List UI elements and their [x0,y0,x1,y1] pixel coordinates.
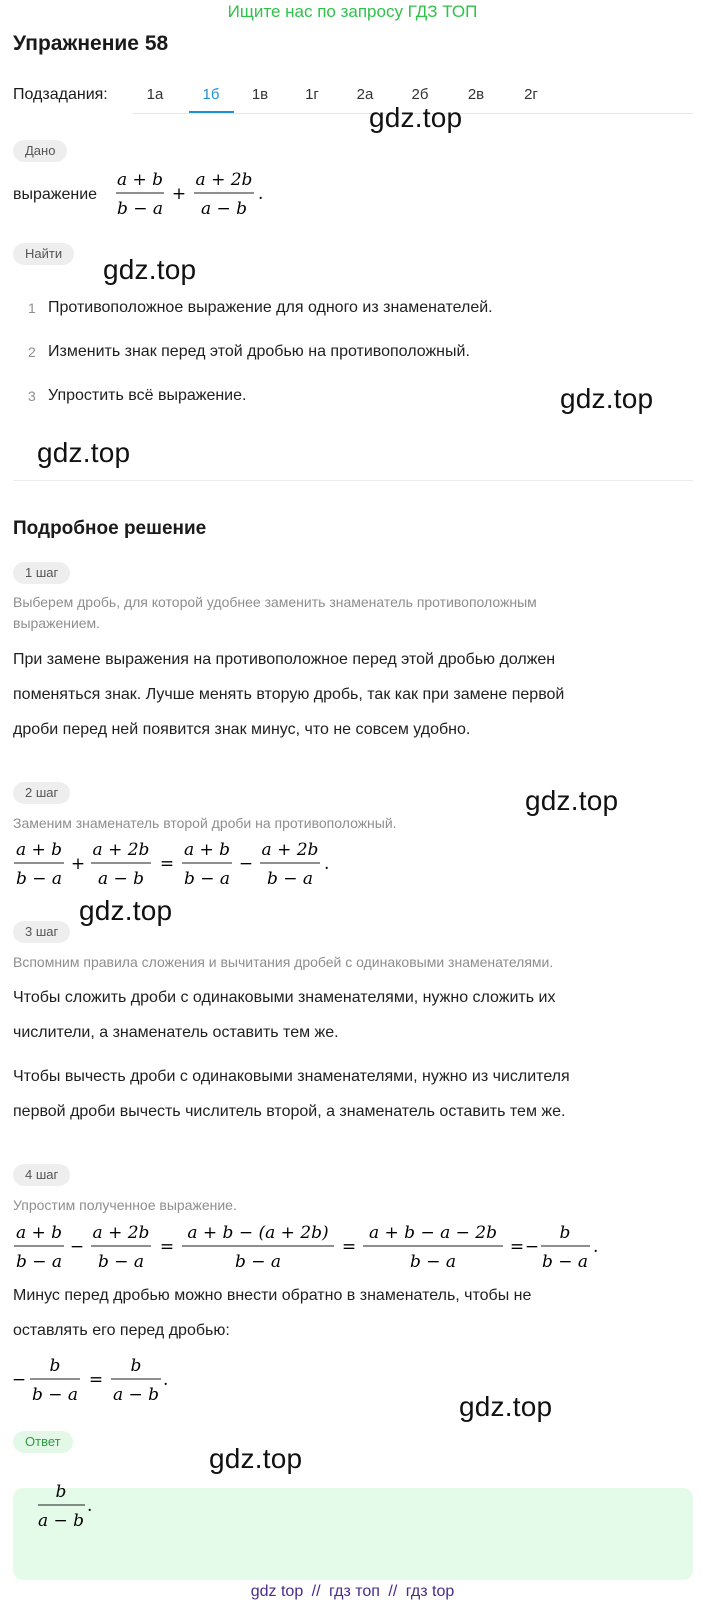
active-tab-indicator [189,111,234,113]
math-term: a + 2b [92,1223,150,1243]
period: . [593,1237,599,1257]
step-paragraph-line: Минус перед дробью можно внести обратно в знаменатель, чтобы не [13,1287,532,1304]
tab-1a[interactable]: 1а [146,86,164,103]
footer-separator: // [311,1583,321,1600]
tab-2a[interactable]: 2а [356,86,374,103]
watermark: gdz.top [525,785,619,816]
frac1-num: a + b [116,170,164,190]
watermark: gdz.top [103,254,197,285]
math-operator: − [11,1370,27,1390]
watermark: gdz.top [560,383,654,414]
step-paragraph-line: дроби перед ней появится знак минус, что не совсем удобно. [13,721,471,738]
step-hint: Заменим знаменатель второй дроби на противоположный. [13,815,397,831]
math-term: b − a [266,869,314,889]
solution-heading: Подробное решение [13,518,207,539]
watermark: gdz.top [37,437,131,468]
step-badge: 1 шаг [13,562,70,584]
section-divider [13,480,693,481]
find-item-text: Изменить знак перед этой дробью на противоположный. [48,343,470,360]
step-hint: Упростим полученное выражение. [13,1197,237,1213]
answer-expression [32,1476,112,1536]
promo-banner: Ищите нас по запросу ГДЗ ТОП [227,2,478,21]
step-badge: 2 шаг [13,782,70,804]
tab-2b[interactable]: 2б [411,86,429,103]
frac1-den: b − a [116,199,164,219]
footer-separator: // [388,1583,398,1600]
given-prefix: выражение [13,186,98,203]
math-term: a + b [15,840,63,860]
step-paragraph-line: Чтобы сложить дроби с одинаковыми знаменателями, нужно сложить их [13,989,556,1006]
footer-links [0,1583,705,1601]
math-term: b − a [97,1252,145,1272]
given-expression [112,164,272,224]
math-term: b − a [409,1252,457,1272]
math-term: b − a [541,1252,589,1272]
find-badge: Найти [13,243,74,265]
watermark: gdz.top [369,102,463,133]
step4-final-equation [8,1350,178,1410]
find-item-num: 1 [28,300,36,316]
find-item-text: Противоположное выражение для одного из знаменателей. [48,299,493,316]
step-hint: Выберем дробь, для которой удобнее заменить знаменатель противоположным [13,594,537,610]
subtasks-label: Подзадания: [13,86,108,103]
tab-1g[interactable]: 1г [305,86,319,103]
find-item-num: 2 [28,344,36,360]
plus-sign: + [171,184,187,204]
math-term: b − a [31,1385,79,1405]
math-term: a + b [183,840,231,860]
math-term: b − a [234,1252,282,1272]
math-operator: − [524,1237,540,1257]
math-term: b [55,1482,67,1502]
math-operator: = [509,1237,525,1257]
step-badge: 4 шаг [13,1164,70,1186]
tab-2g[interactable]: 2г [524,86,538,103]
footer-link[interactable]: гдз топ [329,1583,380,1600]
math-term: a − b [37,1511,85,1531]
math-term: b − a [15,869,63,889]
find-item-num: 3 [28,388,36,404]
period: . [324,854,330,874]
math-term: a − b [112,1385,160,1405]
math-operator: = [341,1237,357,1257]
given-badge: Дано [13,140,67,162]
step-hint: Вспомним правила сложения и вычитания дробей с одинаковыми знаменателями. [13,954,554,970]
step-paragraph-line: поменяться знак. Лучше менять вторую дробь, так как при замене первой [13,686,565,703]
step-paragraph-line: числители, а знаменатель оставить тем же. [13,1024,339,1041]
math-operator: − [238,854,254,874]
step-paragraph-line: При замене выражения на противоположное перед этой дробью должен [13,651,556,668]
frac2-num: a + 2b [195,170,253,190]
watermark: gdz.top [459,1391,553,1422]
math-term: a + 2b [261,840,319,860]
answer-badge: Ответ [13,1431,73,1453]
find-item-text: Упростить всё выражение. [48,387,247,404]
step-badge: 3 шаг [13,921,70,943]
period: . [163,1370,169,1390]
math-term: b [130,1356,142,1376]
math-term: b [49,1356,61,1376]
math-term: b [559,1223,571,1243]
math-term: a + b [15,1223,63,1243]
answer-box [13,1488,693,1580]
math-term: a + b − a − 2b [368,1223,498,1243]
math-term: b − a [183,869,231,889]
tab-1b[interactable]: 1б [202,86,220,103]
watermark: gdz.top [209,1443,303,1474]
math-operator: − [69,1237,85,1257]
math-term: b − a [15,1252,63,1272]
period: . [258,184,264,204]
footer-link[interactable]: gdz top [250,1583,304,1600]
page-title: Упражнение 58 [13,32,169,55]
period: . [87,1496,93,1516]
step-paragraph-line: первой дроби вычесть числитель второй, а знаменатель оставить тем же. [13,1103,566,1120]
math-operator: = [159,854,175,874]
step-paragraph-line: Чтобы вычесть дроби с одинаковыми знаменателями, нужно из числителя [13,1068,570,1085]
frac2-den: a − b [200,199,248,219]
step-paragraph-line: оставлять его перед дробью: [13,1322,230,1339]
watermark: gdz.top [79,895,173,926]
math-operator: = [88,1370,104,1390]
footer-link[interactable]: гдз top [405,1583,455,1600]
step2-equation [8,834,348,894]
math-operator: + [70,854,86,874]
step4-equation [8,1217,628,1277]
math-operator: = [159,1237,175,1257]
math-term: a + b − (a + 2b) [187,1223,329,1243]
math-term: a − b [97,869,145,889]
tab-2v[interactable]: 2в [467,86,485,103]
math-term: a + 2b [92,840,150,860]
tab-1v[interactable]: 1в [251,86,269,103]
step-hint: выражением. [13,615,101,631]
